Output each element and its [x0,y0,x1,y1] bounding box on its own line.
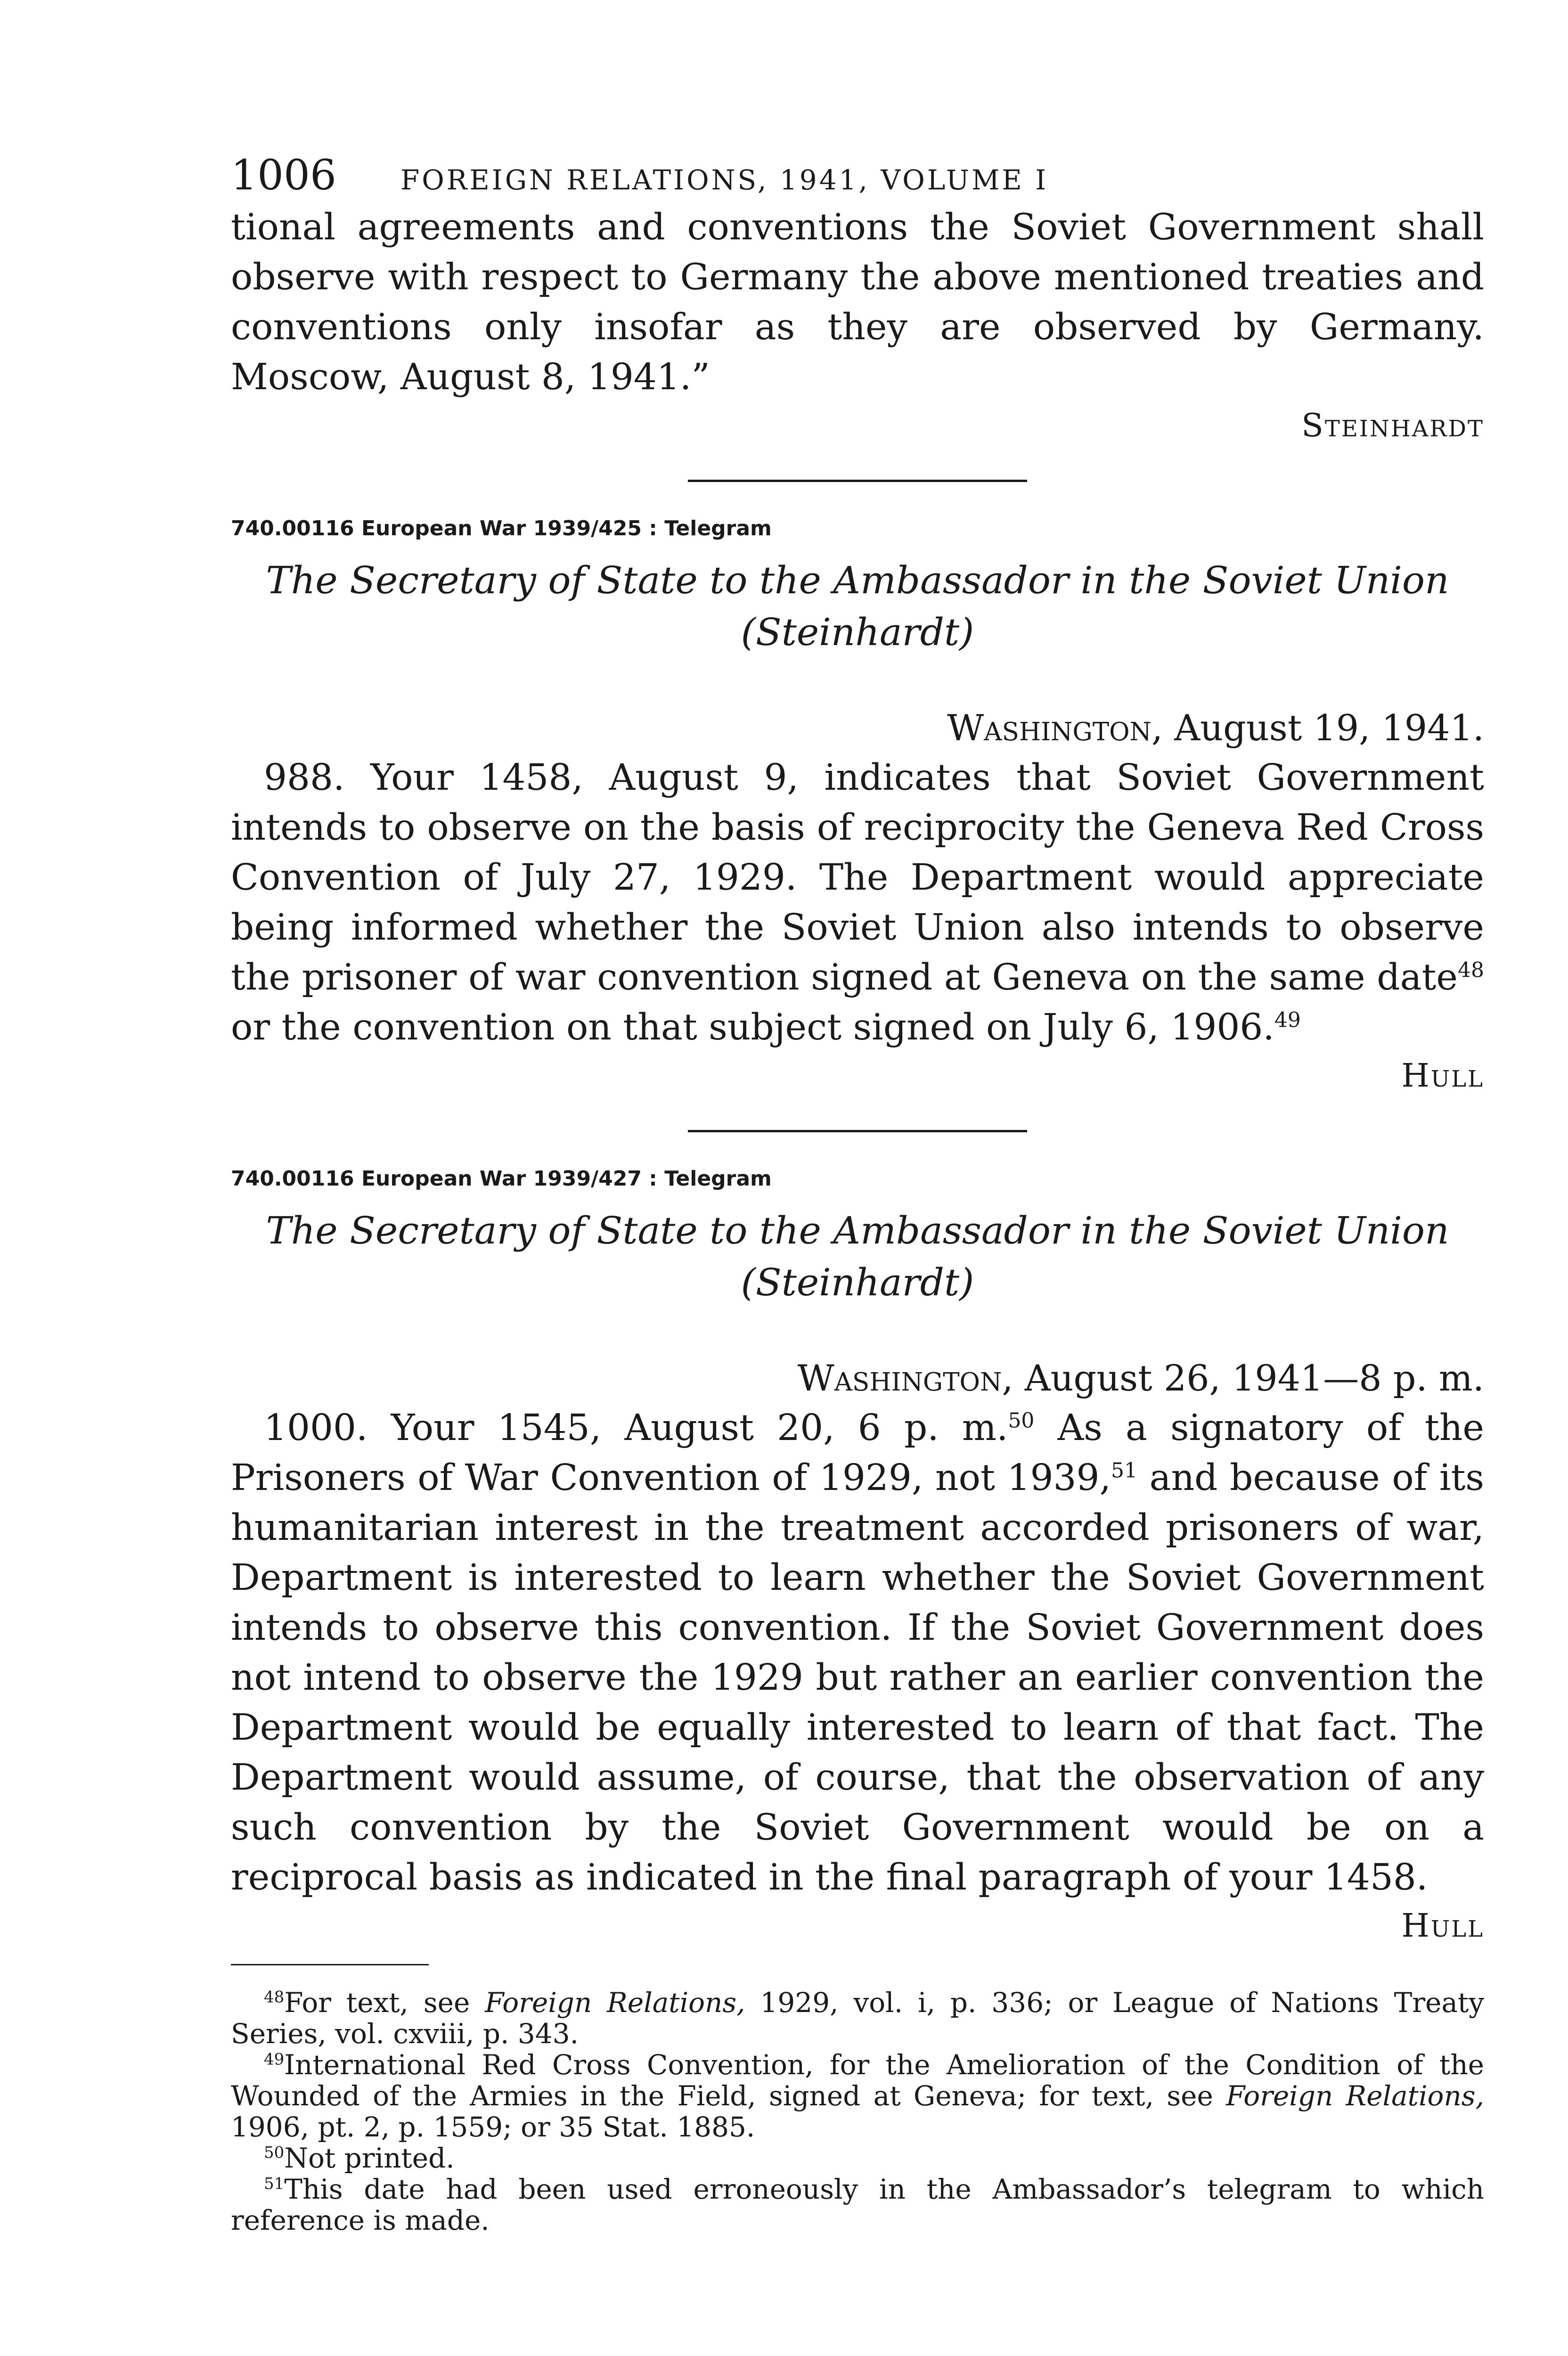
body-text: As a signatory of the Prisoners of War Convention of 1929, not 1939, [231,1407,1484,1499]
section-divider [688,480,1027,482]
running-head [231,151,1484,203]
signature: Hull [1401,1057,1484,1095]
dateline-place: Washington, [947,707,1163,749]
footnote-50 [231,2143,1484,2174]
document-title [231,1205,1484,1309]
document-title-recipient: (Steinhardt) [741,1260,974,1304]
footnote-reference: 50 [1008,1408,1035,1433]
footnote-reference: 48 [1458,958,1484,982]
footnote-text: This date had been used erroneously in the Ambassador’s telegram to which reference is made. [231,2173,1484,2236]
body-text: 1000. Your 1545, August 20, 6 p. m. [264,1407,1008,1449]
dateline [231,1353,1484,1403]
footnote-mark: 48 [264,1988,285,2007]
footnote-text: Not printed. [284,2142,455,2174]
dateline-date: August 19, 1941. [1174,707,1484,749]
body-text: and because of its humanitarian interest in the treatment accorded prisoners of war, Department is interested to learn whether the Soviet Government intends to observe this convention. If the Soviet Government does not intend to observe the 1929 but rather an earlier convention the Department would be equally interested to learn of that fact. The Department would assume, of course, that the observation of any such convention by the Soviet Government would be on a reciprocal basis as indicated in the final paragraph of your 1458. [231,1457,1484,1898]
footnote-italic-title: Foreign Relations, [485,1987,745,2019]
page-number: 1006 [231,151,336,199]
footnote-49 [231,2049,1484,2143]
body-text: or the convention on that subject signed on July 6, 1906. [231,1006,1274,1048]
section-divider [688,1130,1027,1132]
body-text: 988. Your 1458, August 9, indicates that Soviet Government intends to observe on the basis of reciprocity the Geneva Red Cross Convention of July 27, 1929. The Department would appreciate being informed whether the Soviet Union also intends to observe the prisoner of war convention signed at Geneva on the same date [231,757,1484,998]
footnote-text: 1906, pt. 2, p. 1559; or 35 Stat. 1885. [231,2111,755,2143]
footnote-text: For text, see [284,1987,485,2019]
footnote-text: 1929, vol. i, p. 336; or League of Nations Treaty Series, vol. cxviii, p. 343. [231,1987,1485,2050]
document-page [231,151,1484,2236]
telegram-body [231,753,1484,1053]
footnote-italic-title: Foreign Relations, [1226,2080,1484,2112]
file-reference: 740.00116 European War 1939/425 : Telegram [231,516,772,540]
footnote-reference: 49 [1274,1008,1301,1032]
footnote-divider [231,1964,429,1965]
continuation-signature: Steinhardt [1301,407,1484,444]
footnotes [231,1987,1484,2236]
footnote-mark: 50 [264,2143,285,2162]
dateline-place: Washington, [797,1357,1013,1399]
file-reference: 740.00116 European War 1939/427 : Telegram [231,1167,772,1191]
telegram-1000 [231,1162,1484,1950]
footnote-48 [231,1987,1484,2049]
running-head-title: FOREIGN RELATIONS, 1941, VOLUME I [400,164,1049,196]
signature: Hull [1401,1907,1484,1945]
telegram-body [231,1403,1484,1903]
footnote-mark: 49 [264,2050,285,2069]
continuation-paragraph: tional agreements and conventions the Soviet Government shall observe with respect to Germany the above mentioned treaties and conventions only insofar as they are observed by Germany. Moscow, August 8, 1941.” [231,206,1484,398]
document-title-line: The Secretary of State to the Ambassador in the Soviet Union [266,1209,1449,1252]
document-title [231,555,1484,658]
document-title-line: The Secretary of State to the Ambassador in the Soviet Union [266,558,1449,602]
document-title-recipient: (Steinhardt) [741,610,974,654]
footnote-text: International Red Cross Convention, for the Amelioration of the Condition of the Wounded of the Armies in the Field, signed at Geneva; for text, see [231,2049,1484,2112]
footnote-mark: 51 [264,2174,285,2193]
dateline-date: August 26, 1941—8 p. m. [1024,1357,1484,1399]
telegram-988 [231,512,1484,1100]
footnote-reference: 51 [1111,1458,1137,1483]
footnote-51 [231,2174,1484,2236]
dateline [231,703,1484,753]
